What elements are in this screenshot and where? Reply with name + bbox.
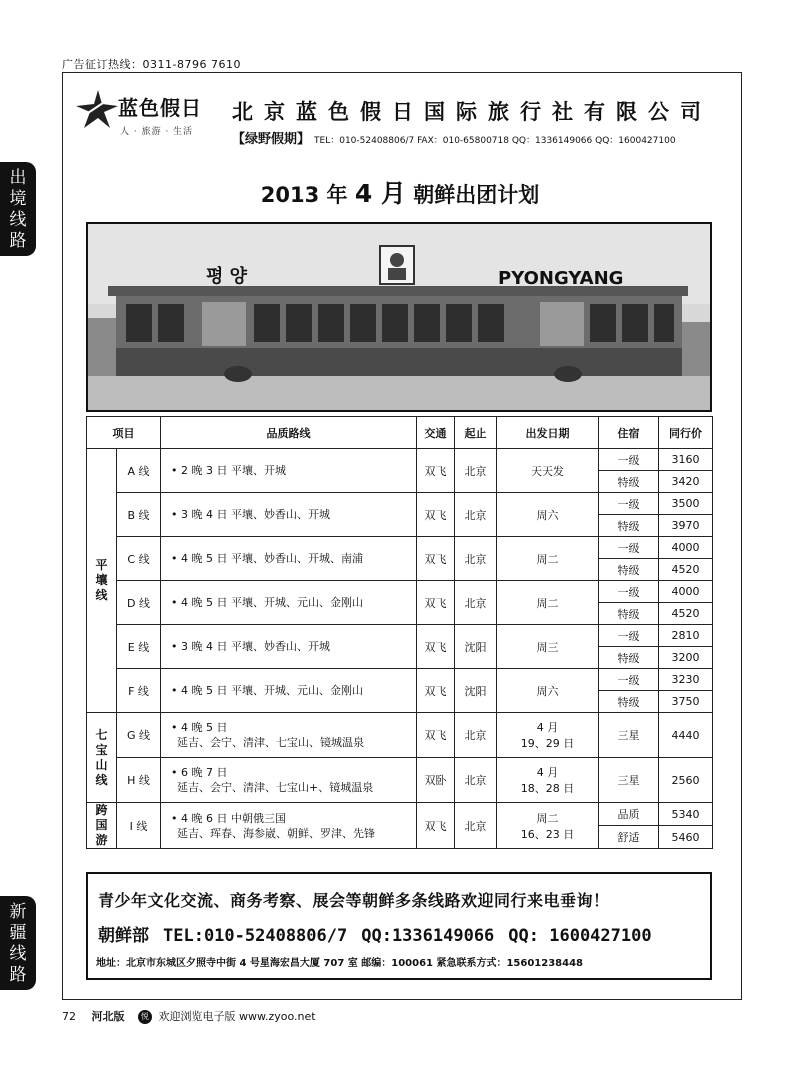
route-desc — [161, 713, 417, 758]
logo-name: 蓝色假日 — [118, 96, 202, 120]
departure-date: 天天发 — [497, 449, 599, 493]
transport: 双飞 — [417, 581, 455, 625]
table-row — [87, 449, 713, 471]
hotel-grade: 特级 — [599, 603, 659, 625]
departure-date: 周六 — [497, 669, 599, 713]
route-code: G 线 — [117, 713, 161, 758]
contact-details: TEL：010-52408806/7 FAX：010-65800718 QQ：1336149066 QQ：1600427100 — [314, 136, 676, 146]
price: 4000 — [659, 537, 713, 559]
departure-city: 北京 — [455, 713, 497, 758]
side-tab-xinjiang[interactable] — [0, 896, 36, 990]
promo-text: 青少年文化交流、商务考察、展会等朝鲜多条线路欢迎同行来电垂询！ — [98, 891, 610, 910]
plan-month: 4 月 — [354, 179, 406, 208]
star-swoosh-logo-icon — [76, 88, 120, 132]
date-days: 18、28 日 — [520, 782, 575, 795]
table-row — [87, 625, 713, 647]
price: 5340 — [659, 803, 713, 826]
hotel-grade: 一级 — [599, 537, 659, 559]
route-code: F 线 — [117, 669, 161, 713]
group-char: 宝 — [95, 742, 108, 757]
route-desc: • 4 晚 5 日 平壤、开城、元山、金刚山 — [161, 581, 417, 625]
promo-box — [86, 872, 712, 980]
brand-name: 【绿野假期】 — [232, 132, 311, 147]
price: 2810 — [659, 625, 713, 647]
departure-city: 沈阳 — [455, 669, 497, 713]
route-desc: • 4 晚 5 日 平壤、妙香山、开城、南浦 — [161, 537, 417, 581]
hotel-grade: 一级 — [599, 669, 659, 691]
transport: 双飞 — [417, 625, 455, 669]
date-month: 4 月 — [536, 721, 559, 734]
transport: 双飞 — [417, 803, 455, 849]
route-code: E 线 — [117, 625, 161, 669]
side-tab-char: 线 — [9, 210, 27, 230]
side-tab-char: 路 — [9, 965, 27, 985]
plan-title-rest: 朝鲜出团计划 — [413, 183, 540, 207]
hotel-grade: 一级 — [599, 449, 659, 471]
departure-date: 周六 — [497, 493, 599, 537]
table-row — [87, 669, 713, 691]
header-transport: 交通 — [417, 417, 455, 449]
departure-date: 周二 — [497, 537, 599, 581]
hotel-grade: 特级 — [599, 647, 659, 669]
departure-city: 北京 — [455, 537, 497, 581]
route-code: C 线 — [117, 537, 161, 581]
table-row — [87, 581, 713, 603]
side-tab-char: 路 — [9, 231, 27, 251]
table-row — [87, 537, 713, 559]
departure-city: 沈阳 — [455, 625, 497, 669]
price: 3500 — [659, 493, 713, 515]
group-char: 国 — [95, 818, 108, 832]
promo-tel: TEL:010-52408806/7 — [163, 926, 348, 946]
pyongyang-station-photo — [86, 222, 712, 412]
company-name: 北京蓝色假日国际旅行社有限公司 — [232, 100, 712, 124]
contact-line — [232, 128, 676, 147]
route-desc — [161, 803, 417, 849]
promo-address: 地址：北京市东城区夕照寺中街 4 号星海宏昌大厦 707 室 邮编：100061 紧急联系方式：15601238448 — [96, 958, 584, 969]
header-hotel: 住宿 — [599, 417, 659, 449]
zyoo-logo-icon: 悦 — [138, 1010, 152, 1024]
departure-city: 北京 — [455, 758, 497, 803]
departure-city: 北京 — [455, 493, 497, 537]
route-stops: 延吉、珲春、海参崴、朝鲜、罗津、先锋 — [177, 826, 375, 840]
promo-contacts — [98, 921, 666, 946]
route-code: I 线 — [117, 803, 161, 849]
route-stops: 延吉、会宁、清津、七宝山+、镜城温泉 — [177, 781, 374, 794]
departure-date — [497, 758, 599, 803]
group-char: 线 — [95, 588, 108, 602]
route-desc: • 2 晚 3 日 平壤、开城 — [161, 449, 417, 493]
route-desc: • 3 晚 4 日 平壤、妙香山、开城 — [161, 625, 417, 669]
route-desc: • 4 晚 5 日 平壤、开城、元山、金刚山 — [161, 669, 417, 713]
price: 3230 — [659, 669, 713, 691]
group-pyongrang — [87, 449, 117, 713]
page-footer — [62, 1008, 316, 1024]
departure-date: 周三 — [497, 625, 599, 669]
price: 3750 — [659, 691, 713, 713]
sign-korean: 평 양 — [206, 266, 248, 287]
promo-dept: 朝鲜部 — [98, 926, 149, 946]
transport: 双卧 — [417, 758, 455, 803]
hotel-grade: 特级 — [599, 471, 659, 493]
price: 5460 — [659, 826, 713, 849]
transport: 双飞 — [417, 537, 455, 581]
transport: 双飞 — [417, 713, 455, 758]
hotel-grade: 三星 — [599, 758, 659, 803]
group-char: 山 — [95, 757, 108, 772]
plan-table-wrap — [86, 416, 712, 849]
route-desc: • 3 晚 4 日 平壤、妙香山、开城 — [161, 493, 417, 537]
route-code: D 线 — [117, 581, 161, 625]
table-row — [87, 493, 713, 515]
side-tab-char: 新 — [9, 902, 27, 922]
header-price: 同行价 — [659, 417, 713, 449]
group-kuaguo — [87, 803, 117, 849]
logo-slogan: 人 · 旅游 · 生活 — [120, 127, 194, 137]
price: 4520 — [659, 559, 713, 581]
route-duration: • 4 晚 6 日 中朝俄三国 — [171, 811, 286, 825]
route-stops: 延吉、会宁、清津、七宝山、镜城温泉 — [177, 736, 364, 749]
table-row — [87, 803, 713, 826]
page-number: 72 — [62, 1010, 76, 1023]
side-tab-char: 线 — [9, 944, 27, 964]
date-days: 19、29 日 — [520, 737, 575, 750]
table-row — [87, 758, 713, 803]
hotel-grade: 三星 — [599, 713, 659, 758]
promo-qq2: QQ: 1600427100 — [508, 926, 652, 946]
hotel-grade: 品质 — [599, 803, 659, 826]
header-route: 品质路线 — [161, 417, 417, 449]
price: 4000 — [659, 581, 713, 603]
ad-hotline: 广告征订热线：0311-8796 7610 — [62, 58, 241, 71]
side-tab-char: 疆 — [9, 923, 27, 943]
table-row — [87, 713, 713, 758]
group-char: 线 — [95, 772, 108, 787]
group-char: 平 — [95, 558, 108, 572]
footer-link[interactable]: 欢迎浏览电子版 www.zyoo.net — [158, 1010, 316, 1023]
departure-date — [497, 803, 599, 849]
hotel-grade: 舒适 — [599, 826, 659, 849]
transport: 双飞 — [417, 449, 455, 493]
side-tab-char: 出 — [9, 168, 27, 188]
side-tab-char: 境 — [9, 189, 27, 209]
route-code: B 线 — [117, 493, 161, 537]
header-city: 起止 — [455, 417, 497, 449]
route-desc — [161, 758, 417, 803]
departure-city: 北京 — [455, 803, 497, 849]
table-header-row — [87, 417, 713, 449]
group-qibao — [87, 713, 117, 803]
group-char: 游 — [95, 833, 108, 847]
hotel-grade: 特级 — [599, 515, 659, 537]
edition-label: 河北版 — [91, 1010, 125, 1023]
hotel-grade: 一级 — [599, 493, 659, 515]
group-char: 七 — [95, 727, 108, 742]
hotel-grade: 特级 — [599, 559, 659, 581]
transport: 双飞 — [417, 493, 455, 537]
price: 3200 — [659, 647, 713, 669]
transport: 双飞 — [417, 669, 455, 713]
price: 4440 — [659, 713, 713, 758]
price: 3970 — [659, 515, 713, 537]
date-days: 16、23 日 — [520, 827, 575, 841]
sign-latin: PYONGYANG — [498, 268, 624, 289]
price: 3420 — [659, 471, 713, 493]
departure-city: 北京 — [455, 449, 497, 493]
price: 2560 — [659, 758, 713, 803]
plan-title — [0, 174, 800, 210]
promo-qq1: QQ:1336149066 — [361, 926, 495, 946]
departure-city: 北京 — [455, 581, 497, 625]
header-date: 出发日期 — [497, 417, 599, 449]
group-char: 壤 — [95, 573, 108, 587]
route-duration: • 4 晚 5 日 — [171, 721, 228, 734]
route-duration: • 6 晚 7 日 — [171, 766, 228, 779]
plan-table — [86, 416, 713, 849]
plan-year: 2013 年 — [260, 183, 348, 207]
hotel-grade: 一级 — [599, 581, 659, 603]
departure-date — [497, 713, 599, 758]
hotel-grade: 特级 — [599, 691, 659, 713]
hotel-grade: 一级 — [599, 625, 659, 647]
header-item: 项目 — [87, 417, 161, 449]
departure-date: 周二 — [497, 581, 599, 625]
price: 3160 — [659, 449, 713, 471]
price: 4520 — [659, 603, 713, 625]
route-code: H 线 — [117, 758, 161, 803]
date-weekday: 周二 — [536, 811, 559, 825]
group-char: 跨 — [95, 803, 108, 817]
route-code: A 线 — [117, 449, 161, 493]
date-month: 4 月 — [536, 766, 559, 779]
